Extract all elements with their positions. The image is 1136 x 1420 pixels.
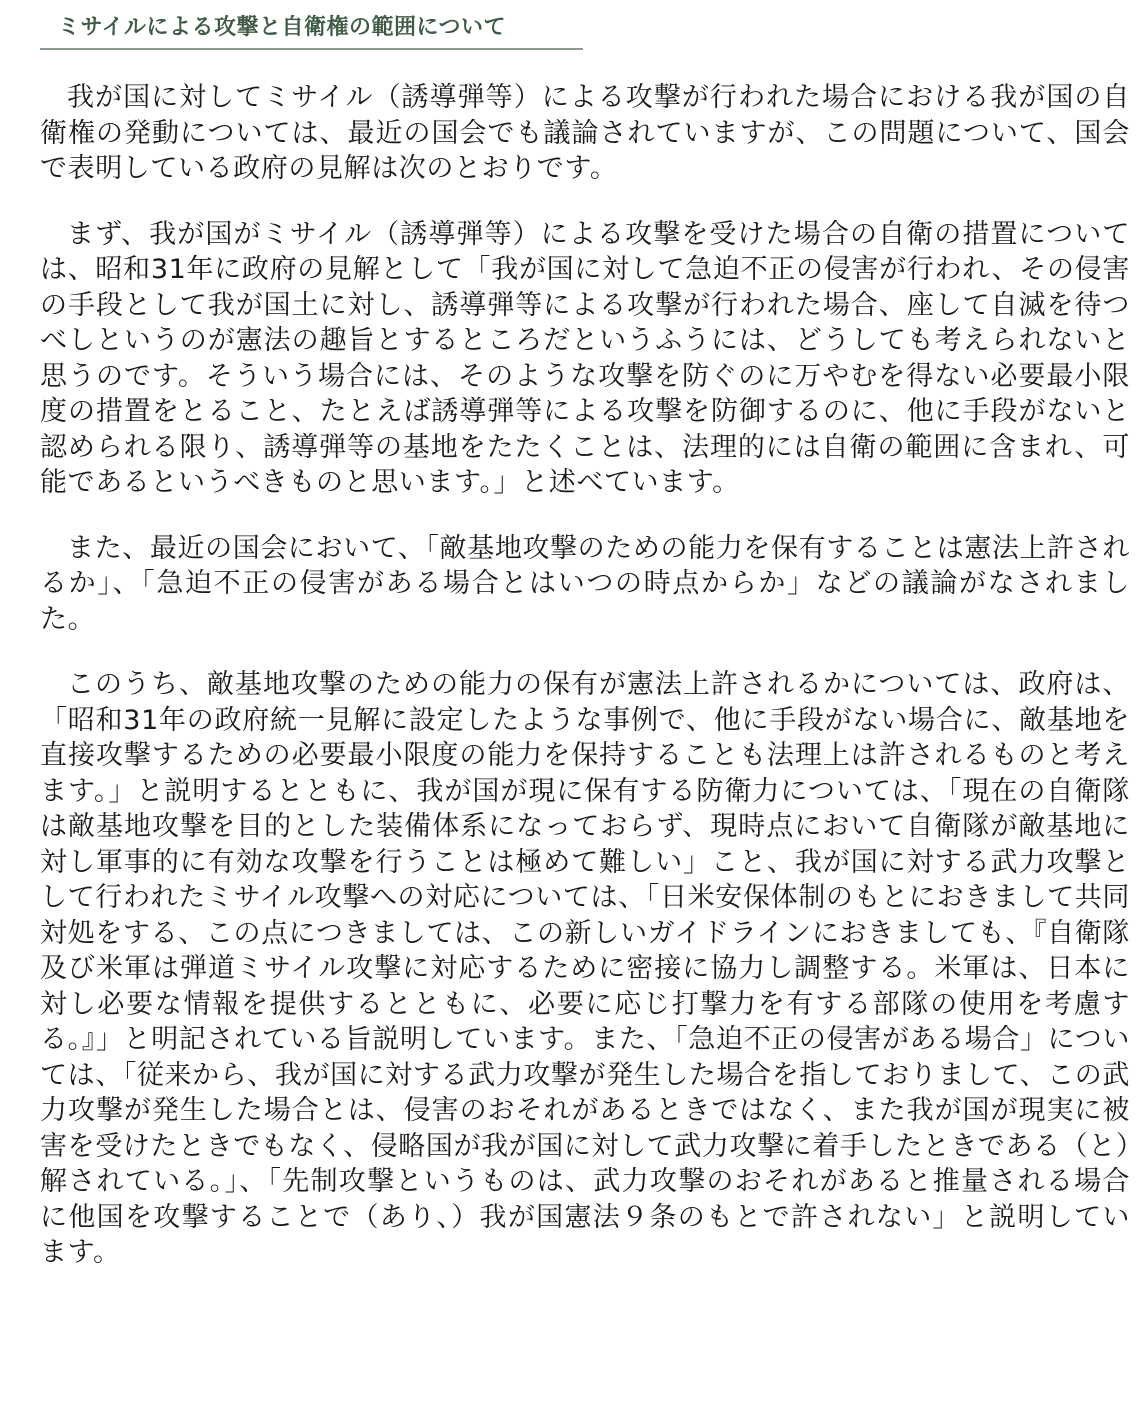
paragraph-showa-31-view: まず、我が国がミサイル（誘導弾等）による攻撃を受けた場合の自衛の措置については、昭和31年に政府の見解として「我が国に対して急迫不正の侵害が行われ、その侵害の手段として我が国土に対し、誘導弾等による攻撃が行われた場合、座して自滅を待つべしというのが憲法の趣旨とするところだというふうには、どうしても考えられないと思うのです。そういう場合には、そのような攻撃を防ぐのに万やむを得ない必要最小限度の措置をとること、たとえば誘導弾等による攻撃を防御するのに、他に手段がないと認められる限り、誘導弾等の基地をたたくことは、法理的には自衛の範囲に含まれ、可能であるというべきものと思います。」と述べています。 (40, 218, 1130, 498)
article-body (40, 80, 1130, 1271)
section-heading: ミサイルによる攻撃と自衛権の範囲について (58, 15, 507, 40)
section-heading-container (40, 8, 583, 50)
paragraph-intro: 我が国に対してミサイル（誘導弾等）による攻撃が行われた場合における我が国の自衛権の発動については、最近の国会でも議論されていますが、この問題について、国会で表明している政府の見解は次のとおりです。 (40, 82, 1130, 184)
paragraph-government-explanation: このうち、敵基地攻撃のための能力の保有が憲法上許されるかについては、政府は、「昭和31年の政府統一見解に設定したような事例で、他に手段がない場合に、敵基地を直接攻撃するための必要最小限度の能力を保持することも法理上は許されるものと考えます。」と説明するとともに、我が国が現に保有する防衛力については、「現在の自衛隊は敵基地攻撃を目的とした装備体系になっておらず、現時点において自衛隊が敵基地に対し軍事的に有効な攻撃を行うことは極めて難しい」こと、我が国に対する武力攻撃として行われたミサイル攻撃への対応については、「日米安保体制のもとにおきまして共同対処をする、この点につきましては、この新しいガイドラインにおきましても、『自衛隊及び米軍は弾道ミサイル攻撃に対応するために密接に協力し調整する。米軍は、日本に対し必要な情報を提供するとともに、必要に応じ打撃力を有する部隊の使用を考慮する。』」と明記されている旨説明しています。また、「急迫不正の侵害がある場合」については、「従来から、我が国に対する武力攻撃が発生した場合を指しておりまして、この武力攻撃が発生した場合とは、侵害のおそれがあるときではなく、また我が国が現実に被害を受けたときでもなく、侵略国が我が国に対して武力攻撃に着手したときである（と）解されている。」、「先制攻撃というものは、武力攻撃のおそれがあると推量される場合に他国を攻撃することで（あり、）我が国憲法９条のもとで許されない」と説明しています。 (40, 669, 1130, 1268)
paragraph-recent-diet-debate: また、最近の国会において、「敵基地攻撃のための能力を保有することは憲法上許されるか」、「急迫不正の侵害がある場合とはいつの時点からか」などの議論がなされました。 (40, 532, 1130, 635)
